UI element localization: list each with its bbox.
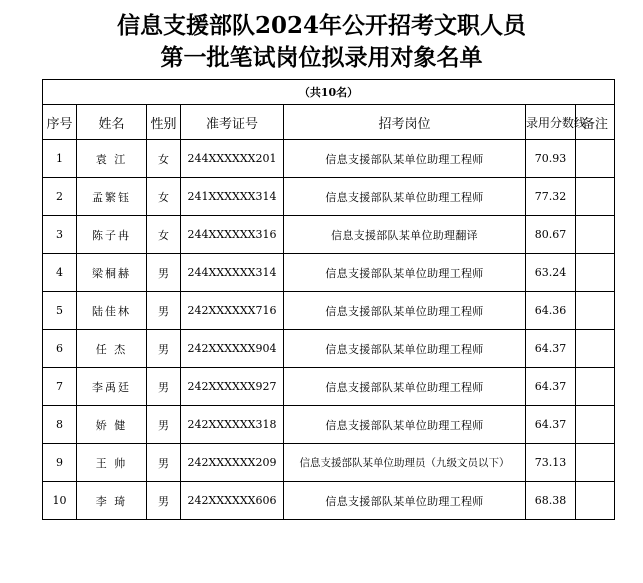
cell-gender: 男 <box>147 292 181 330</box>
roster-table <box>42 79 615 520</box>
table-row <box>43 406 615 444</box>
cell-position: 信息支援部队某单位助理工程师 <box>284 254 526 292</box>
cell-exam-id: 242XXXXXX318 <box>181 406 284 444</box>
cell-position: 信息支援部队某单位助理工程师 <box>284 330 526 368</box>
cell-position: 信息支援部队某单位助理工程师 <box>284 292 526 330</box>
cell-exam-id: 244XXXXXX316 <box>181 216 284 254</box>
cell-remarks <box>576 330 615 368</box>
cell-exam-id: 242XXXXXX716 <box>181 292 284 330</box>
table-row <box>43 330 615 368</box>
cell-position: 信息支援部队某单位助理工程师 <box>284 368 526 406</box>
cell-gender: 男 <box>147 444 181 482</box>
count-row <box>43 80 615 105</box>
cell-position: 信息支援部队某单位助理翻译 <box>284 216 526 254</box>
cell-score: 64.37 <box>526 406 576 444</box>
table-row <box>43 140 615 178</box>
cell-exam-id: 241XXXXXX314 <box>181 178 284 216</box>
cell-position: 信息支援部队某单位助理工程师 <box>284 178 526 216</box>
cell-score: 70.93 <box>526 140 576 178</box>
cell-score: 80.67 <box>526 216 576 254</box>
cell-score: 68.38 <box>526 482 576 520</box>
cell-score: 64.37 <box>526 330 576 368</box>
cell-index: 4 <box>43 254 77 292</box>
cell-score: 73.13 <box>526 444 576 482</box>
cell-index: 5 <box>43 292 77 330</box>
cell-position: 信息支援部队某单位助理工程师 <box>284 140 526 178</box>
cell-gender: 男 <box>147 406 181 444</box>
total-count: （共10名） <box>43 80 615 105</box>
cell-gender: 女 <box>147 178 181 216</box>
cell-exam-id: 242XXXXXX209 <box>181 444 284 482</box>
cell-score: 63.24 <box>526 254 576 292</box>
cell-score: 64.36 <box>526 292 576 330</box>
cell-remarks <box>576 216 615 254</box>
cell-position: 信息支援部队某单位助理工程师 <box>284 482 526 520</box>
cell-gender: 男 <box>147 330 181 368</box>
cell-name: 李 琦 <box>77 482 147 520</box>
document-title-line2: 第一批笔试岗位拟录用对象名单 <box>160 44 483 71</box>
cell-name: 陆佳林 <box>77 292 147 330</box>
cell-gender: 男 <box>147 368 181 406</box>
cell-gender: 男 <box>147 482 181 520</box>
header-row <box>43 105 615 140</box>
cell-remarks <box>576 140 615 178</box>
cell-name: 李禹廷 <box>77 368 147 406</box>
cell-exam-id: 244XXXXXX201 <box>181 140 284 178</box>
header-score: 录用分数线 <box>526 105 576 140</box>
cell-name: 王 帅 <box>77 444 147 482</box>
table-body <box>43 140 615 520</box>
document-title-line1: 信息支援部队2024年公开招考文职人员 <box>116 12 526 39</box>
header-name: 姓名 <box>77 105 147 140</box>
cell-index: 6 <box>43 330 77 368</box>
cell-gender: 女 <box>147 140 181 178</box>
cell-index: 9 <box>43 444 77 482</box>
cell-exam-id: 242XXXXXX927 <box>181 368 284 406</box>
cell-score: 77.32 <box>526 178 576 216</box>
table-row <box>43 368 615 406</box>
cell-gender: 男 <box>147 254 181 292</box>
cell-remarks <box>576 444 615 482</box>
cell-name: 梁桐赫 <box>77 254 147 292</box>
cell-remarks <box>576 406 615 444</box>
header-position: 招考岗位 <box>284 105 526 140</box>
table-row <box>43 482 615 520</box>
header-remarks: 备注 <box>576 105 615 140</box>
cell-remarks <box>576 254 615 292</box>
header-exam-id: 准考证号 <box>181 105 284 140</box>
header-gender: 性别 <box>147 105 181 140</box>
cell-exam-id: 242XXXXXX904 <box>181 330 284 368</box>
cell-position: 信息支援部队某单位助理员（九级文员以下） <box>284 444 526 482</box>
cell-index: 10 <box>43 482 77 520</box>
cell-index: 7 <box>43 368 77 406</box>
cell-exam-id: 244XXXXXX314 <box>181 254 284 292</box>
cell-name: 袁 江 <box>77 140 147 178</box>
cell-index: 2 <box>43 178 77 216</box>
header-index: 序号 <box>43 105 77 140</box>
cell-position: 信息支援部队某单位助理工程师 <box>284 406 526 444</box>
cell-remarks <box>576 482 615 520</box>
cell-name: 娇 健 <box>77 406 147 444</box>
cell-remarks <box>576 368 615 406</box>
table-row <box>43 444 615 482</box>
table-row <box>43 216 615 254</box>
table-row <box>43 292 615 330</box>
cell-index: 8 <box>43 406 77 444</box>
cell-name: 任 杰 <box>77 330 147 368</box>
table-row <box>43 178 615 216</box>
cell-index: 1 <box>43 140 77 178</box>
cell-remarks <box>576 292 615 330</box>
table-row <box>43 254 615 292</box>
cell-score: 64.37 <box>526 368 576 406</box>
cell-name: 孟繁钰 <box>77 178 147 216</box>
cell-exam-id: 242XXXXXX606 <box>181 482 284 520</box>
cell-gender: 女 <box>147 216 181 254</box>
cell-index: 3 <box>43 216 77 254</box>
cell-name: 陈子冉 <box>77 216 147 254</box>
cell-remarks <box>576 178 615 216</box>
